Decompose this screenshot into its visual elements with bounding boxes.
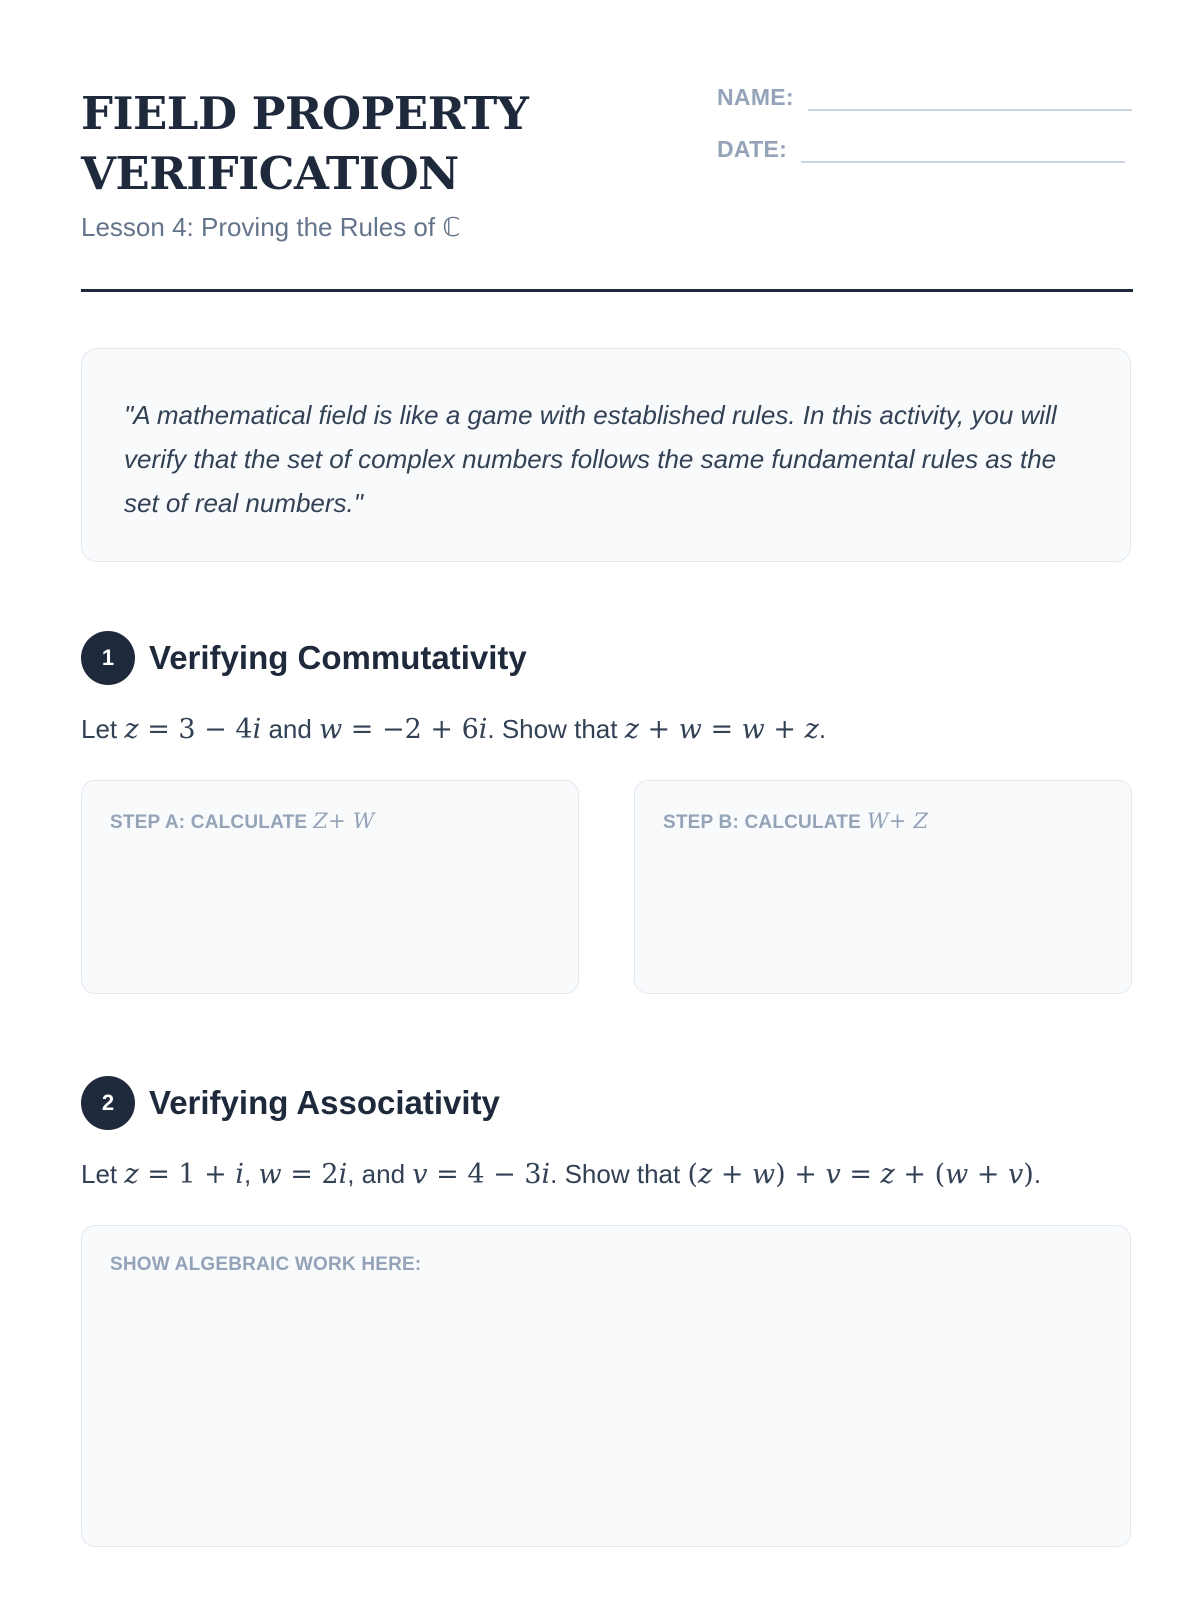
prompt-text: ,: [244, 1159, 252, 1189]
step-b-label: STEP B: CALCULATE W+ Z: [663, 809, 929, 833]
math-expression: w = −2 + 6i: [319, 714, 488, 745]
step-a-work-area[interactable]: [81, 780, 579, 994]
step-a-expression: Z+ W: [313, 809, 375, 833]
name-label: NAME:: [717, 84, 794, 110]
step-b-work-area[interactable]: [634, 780, 1132, 994]
section-2-heading: [81, 1076, 500, 1130]
prompt-text: .: [1033, 1159, 1042, 1189]
worksheet-title: [81, 84, 528, 204]
prompt-text: , and: [347, 1159, 406, 1189]
prompt-text: Let: [81, 1159, 118, 1189]
title-line-1: FIELD PROPERTY: [81, 87, 529, 140]
date-input-line[interactable]: [801, 137, 1125, 163]
worksheet-header: [81, 0, 1133, 290]
math-expression: z = 1 + i: [124, 1159, 245, 1190]
section-1-prompt: [81, 714, 826, 745]
date-label: DATE:: [717, 136, 788, 162]
math-expression: (z + w) + v = z + (w + v): [687, 1159, 1034, 1190]
name-input-line[interactable]: [808, 85, 1132, 111]
intro-quote: "A mathematical field is like a game with established rules. In this activity, you will verify that the set of complex numbers follows the same fundamental rules as the set of real numbers.": [124, 400, 1057, 518]
name-field: [717, 84, 1132, 111]
header-divider: [81, 289, 1133, 292]
section-2-number-badge: 2: [81, 1076, 135, 1130]
title-line-2: VERIFICATION: [81, 147, 459, 200]
math-expression: w = 2i: [258, 1159, 348, 1190]
algebraic-work-area[interactable]: [81, 1225, 1131, 1547]
algebraic-work-label: SHOW ALGEBRAIC WORK HERE:: [110, 1254, 422, 1275]
prompt-text: and: [268, 714, 312, 744]
section-1-title: Verifying Commutativity: [149, 639, 527, 676]
section-2-prompt: [81, 1159, 1041, 1190]
section-1-heading: [81, 631, 527, 685]
step-a-label: STEP A: CALCULATE Z+ W: [110, 809, 375, 833]
lesson-subtitle: Lesson 4: Proving the Rules of ℂ: [81, 212, 461, 242]
section-2-title: Verifying Associativity: [149, 1084, 500, 1121]
step-b-expression: W+ Z: [866, 809, 929, 833]
section-1-number-badge: 1: [81, 631, 135, 685]
worksheet-page: [81, 0, 1133, 1275]
prompt-text: Let: [81, 714, 118, 744]
math-expression: v = 4 − 3i: [412, 1159, 551, 1190]
prompt-text: .: [818, 714, 827, 744]
math-expression: z + w = w + z: [624, 714, 819, 745]
math-expression: z = 3 − 4i: [124, 714, 262, 745]
prompt-text: . Show that: [487, 714, 618, 744]
date-field: [717, 136, 1125, 163]
prompt-text: . Show that: [550, 1159, 681, 1189]
intro-quote-box: [81, 348, 1131, 562]
